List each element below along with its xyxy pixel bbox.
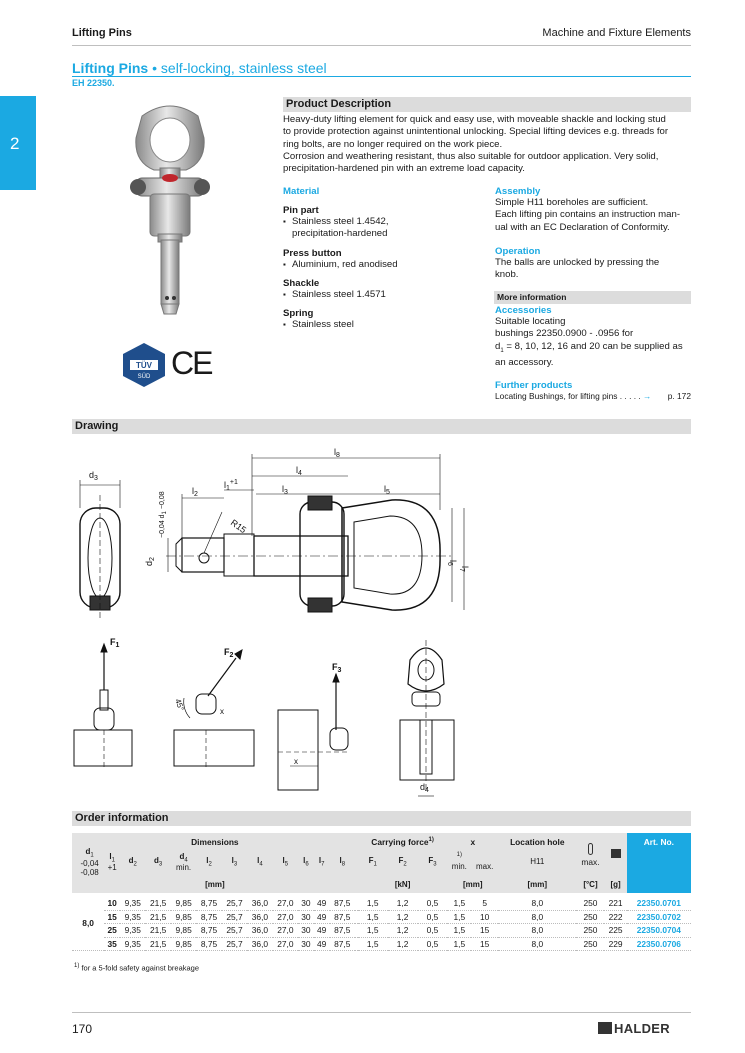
order-row: [72, 924, 691, 938]
shackle-label: Shackle: [283, 277, 320, 289]
col-d2: $d_2$: [128, 856, 137, 868]
col-l1: $l_1$ +1: [107, 851, 117, 873]
cell: 36,0: [247, 910, 272, 924]
cell: 27,0: [273, 897, 298, 911]
header-divider: [72, 45, 691, 46]
label-l4: $l_4$: [296, 465, 302, 477]
spring-label: Spring: [283, 308, 314, 320]
sud-label: SÜD: [137, 374, 151, 380]
description-line: precipitation-hardened pin with an extreme load capacity.: [283, 163, 525, 175]
product-photo: [120, 98, 220, 323]
cell: 8,75: [196, 937, 221, 951]
col-F1: $F_1$: [368, 856, 377, 868]
weight-icon: [611, 849, 621, 858]
footnote: $^{1)}$ for a 5-fold safety against breakage: [74, 963, 200, 973]
location-hole-header: Location hole: [510, 837, 565, 847]
label-d4: $d_4$: [420, 782, 429, 794]
cell: 1,5: [447, 924, 471, 938]
label-l5: $l_5$: [384, 484, 390, 496]
pin-part-value: ▪ Stainless steel 1.4542,: [283, 216, 483, 228]
running-header-title: Lifting Pins: [72, 27, 132, 39]
cell: 9,35: [120, 897, 145, 911]
accessories-section: [495, 305, 695, 401]
col-d1: $d_1$ -0,04 -0,08: [80, 847, 99, 877]
material-section: [283, 186, 483, 331]
cell: 8,75: [196, 897, 221, 911]
label-l3: $l_3$: [282, 484, 288, 496]
product-description-heading: Product Description: [283, 97, 691, 112]
cell: 229: [604, 937, 626, 951]
label-F1: $F_1$: [110, 637, 120, 649]
cell: 10: [104, 897, 120, 911]
cell: 1,5: [358, 897, 388, 911]
pin-part-value-cont: precipitation-hardened: [292, 228, 388, 240]
cell: 87,5: [330, 937, 355, 951]
order-row: [72, 897, 691, 911]
label-l7: $l_7$: [458, 566, 470, 572]
cell: 25,7: [222, 897, 247, 911]
temperature-header: max.: [576, 833, 604, 877]
load-case-f1: [74, 644, 132, 770]
accessories-line: $d_1 = 8$, 10, 12, 16 and 20 can be supplied as: [495, 340, 683, 354]
cell: 15: [471, 937, 498, 951]
label-d2: $d_2$: [144, 557, 156, 566]
cell: 35: [104, 937, 120, 951]
cell: 49: [314, 897, 330, 911]
ce-mark: CE: [171, 345, 212, 381]
cell: 225: [604, 924, 626, 938]
accessories-line: Suitable locating: [495, 316, 566, 327]
cell: 36,0: [247, 937, 272, 951]
halder-logo-icon: [598, 1022, 612, 1034]
cell: 30: [298, 897, 314, 911]
further-products-heading: Further products: [495, 380, 573, 392]
d1-value: 8,0: [72, 897, 104, 951]
chapter-number: 2: [10, 134, 20, 153]
unit-mm: [mm]: [205, 880, 225, 890]
assembly-heading: Assembly: [495, 186, 541, 197]
cell: 9,85: [171, 910, 196, 924]
cell: 10: [471, 910, 498, 924]
shackle-value: ▪ Stainless steel 1.4571: [283, 289, 483, 301]
technical-drawing: [72, 440, 692, 800]
tuv-label: TÜV: [136, 361, 152, 370]
running-header-section: Machine and Fixture Elements: [542, 27, 691, 39]
cell: 8,75: [196, 924, 221, 938]
col-l7: $l_7$: [318, 856, 325, 868]
material-heading: Material: [283, 186, 320, 197]
cell: 1,2: [388, 897, 418, 911]
col-F2: $F_2$: [398, 856, 407, 868]
cell: 21,5: [145, 897, 170, 911]
load-case-shackle: [400, 640, 454, 796]
cell: 25,7: [222, 910, 247, 924]
cell: 9,35: [120, 924, 145, 938]
description-line: to provide protection against unintentional unlocking. Special lifting devices e.g. threads for: [283, 126, 669, 138]
cell: 49: [314, 937, 330, 951]
thermometer-icon: [588, 843, 593, 855]
product-title: [72, 60, 327, 76]
cell: 9,85: [171, 924, 196, 938]
col-l3: $l_3$: [231, 856, 238, 868]
label-angle: 45°: [173, 697, 186, 713]
cell: 49: [314, 924, 330, 938]
cell: 1,5: [447, 937, 471, 951]
title-subtitle: self-locking, stainless steel: [160, 60, 327, 76]
drawing-heading: Drawing: [72, 419, 691, 434]
cell: 25,7: [222, 924, 247, 938]
halder-logo: HALDER: [598, 1021, 670, 1036]
article-number-header: Art. No.: [627, 833, 691, 893]
dimension-lines: [168, 454, 464, 610]
cell: 1,2: [388, 937, 418, 951]
description-line: Heavy-duty lifting element for quick and easy use, with moveable shackle and locking stud: [283, 114, 666, 125]
cell: 36,0: [247, 897, 272, 911]
spring-value: ▪ Stainless steel: [283, 319, 483, 331]
cell: 21,5: [145, 924, 170, 938]
press-button-label: Press button: [283, 247, 342, 259]
further-products-page: p. 172: [667, 391, 691, 402]
cell: 0,5: [418, 937, 448, 951]
label-r15: R15: [228, 517, 249, 536]
accessories-line: bushings 22350.0900 - .0956 for: [495, 328, 634, 340]
cell: 25: [104, 924, 120, 938]
press-button-value: ▪ Aluminium, red anodised: [283, 259, 483, 271]
cell: 27,0: [273, 937, 298, 951]
cell: 27,0: [273, 924, 298, 938]
label-d3: $d_3$: [89, 470, 98, 482]
col-l2: $l_2$: [206, 856, 212, 868]
col-l8: $l_8$: [339, 856, 346, 868]
cell: 1,2: [388, 924, 418, 938]
cell: 36,0: [247, 924, 272, 938]
operation-line: The balls are unlocked by pressing the: [495, 256, 660, 268]
title-bullet: •: [152, 60, 158, 76]
unit-grams: [g]: [610, 880, 621, 890]
cell: 250: [576, 924, 604, 938]
cell: 21,5: [145, 910, 170, 924]
cell: 30: [298, 924, 314, 938]
cell: 1,2: [388, 910, 418, 924]
cell: 8,0: [498, 910, 576, 924]
label-d1: −0,04 d1−0,08: [159, 491, 168, 538]
further-products-link[interactable]: [495, 391, 691, 401]
cell: 250: [576, 897, 604, 911]
col-F3: $F_3$: [428, 856, 437, 868]
col-d3: $d_3$: [154, 856, 163, 868]
order-table: [72, 833, 691, 951]
more-information-heading: More information: [494, 291, 691, 304]
label-l8: $l_8$: [334, 447, 340, 459]
further-products-text: Locating Bushings, for lifting pins . . . . .: [495, 391, 641, 402]
order-row: [72, 910, 691, 924]
assembly-line: Each lifting pin contains an instruction man-: [495, 209, 681, 221]
cell: 87,5: [330, 924, 355, 938]
operation-line: knob.: [495, 269, 519, 281]
cell: 8,0: [498, 897, 576, 911]
description-line: ring bolts, are no longer required on the work piece.: [283, 138, 503, 150]
article-number[interactable]: 22350.0706: [627, 937, 691, 951]
chapter-tab[interactable]: [0, 96, 36, 190]
arrow-right-icon: →: [643, 391, 652, 402]
cell: 221: [604, 897, 626, 911]
pin-part-label: Pin part: [283, 205, 319, 216]
cell: 21,5: [145, 937, 170, 951]
cell: 9,35: [120, 937, 145, 951]
cell: 87,5: [330, 897, 355, 911]
col-l6: $l_6$: [303, 856, 309, 868]
title-main: Lifting Pins: [72, 60, 149, 76]
product-description-text: [283, 114, 691, 175]
col-location-h11: H11: [530, 857, 545, 867]
unit-kn: [kN]: [394, 880, 411, 890]
article-number[interactable]: 22350.0702: [627, 910, 691, 924]
dimensions-group-header: Dimensions: [191, 837, 239, 847]
weight-header: [604, 833, 626, 877]
col-l5: $l_5$: [282, 856, 289, 868]
cell: 30: [298, 910, 314, 924]
cell: 1,5: [447, 897, 471, 911]
title-underline: [72, 76, 691, 77]
cell: 1,5: [358, 924, 388, 938]
order-row: [72, 937, 691, 951]
cell: 15: [104, 910, 120, 924]
label-l2: $l_2$: [192, 486, 198, 498]
label-x2: x: [294, 757, 298, 766]
cell: 250: [576, 937, 604, 951]
cell: 25,7: [222, 937, 247, 951]
cell: 9,85: [171, 937, 196, 951]
col-x-min: $^{1)}$ min.: [451, 852, 467, 872]
cell: 15: [471, 924, 498, 938]
order-information-heading: Order information: [72, 811, 691, 826]
accessories-heading: Accessories: [495, 305, 552, 316]
col-d4: $d_4$ min.: [176, 851, 192, 873]
tuv-badge: [121, 342, 167, 388]
cell: 0,5: [418, 924, 448, 938]
cell: 27,0: [273, 910, 298, 924]
label-F2: $F_2$: [224, 647, 234, 659]
cell: 8,75: [196, 910, 221, 924]
col-l4: $l_4$: [257, 856, 263, 868]
assembly-section: [495, 186, 695, 281]
article-number[interactable]: 22350.0704: [627, 924, 691, 938]
article-number[interactable]: 22350.0701: [627, 897, 691, 911]
assembly-line: Simple H11 boreholes are sufficient.: [495, 197, 649, 208]
col-x-max: max.: [475, 861, 494, 871]
cell: 1,5: [358, 937, 388, 951]
cell: 0,5: [418, 910, 448, 924]
carrying-force-header: Carrying force$^{1)}$: [371, 837, 434, 847]
cell: 9,85: [171, 897, 196, 911]
cell: 8,0: [498, 924, 576, 938]
x-group-header: x: [470, 837, 476, 847]
cell: 30: [298, 937, 314, 951]
cell: 9,35: [120, 910, 145, 924]
label-x1: x: [220, 707, 224, 716]
cell: 8,0: [498, 937, 576, 951]
load-case-f2: [174, 650, 254, 770]
cell: 49: [314, 910, 330, 924]
unit-location-mm: [mm]: [527, 880, 548, 890]
description-line: Corrosion and weathering resistant, thus also suitable for outdoor application. Very solid,: [283, 150, 659, 162]
unit-celsius: [°C]: [583, 880, 598, 890]
cell: 250: [576, 910, 604, 924]
side-view: [80, 480, 120, 620]
product-code: EH 22350.: [72, 78, 115, 88]
cell: 1,5: [447, 910, 471, 924]
assembly-line: ual with an EC Declaration of Conformity.: [495, 221, 670, 233]
front-view: [166, 496, 452, 612]
label-l1: $l_1^{+1}$: [224, 479, 238, 492]
cell: 1,5: [358, 910, 388, 924]
footer-divider: [72, 1012, 691, 1013]
label-F3: $F_3$: [332, 662, 342, 674]
operation-heading: Operation: [495, 245, 541, 257]
unit-x-mm: [mm]: [462, 880, 483, 890]
label-l6: $l_6$: [446, 560, 458, 566]
cell: 87,5: [330, 910, 355, 924]
load-case-f3: [278, 674, 348, 790]
cell: 5: [471, 897, 498, 911]
page-number: 170: [72, 1022, 93, 1036]
cell: 222: [604, 910, 626, 924]
accessories-line: an accessory.: [495, 356, 554, 368]
cell: 0,5: [418, 897, 448, 911]
